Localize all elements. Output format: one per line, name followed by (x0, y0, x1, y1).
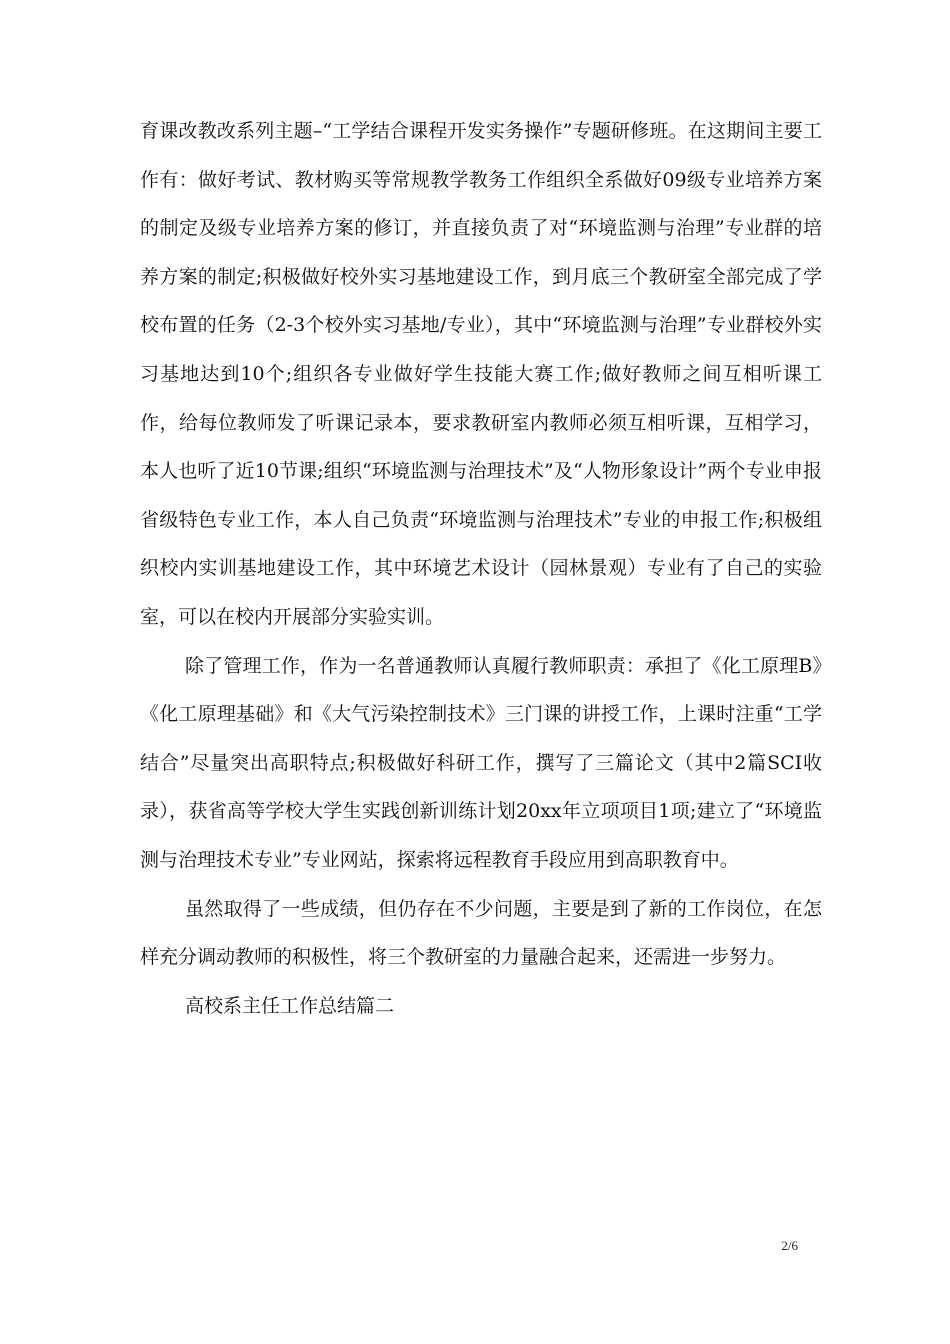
paragraph-problems: 虽然取得了一些成绩，但仍存在不少问题，主要是到了新的工作岗位，在怎样充分调动教师的积极性，将三个教研室的力量融合起来，还需进一步努力。 (140, 897, 822, 969)
page-number: 2/6 (781, 1238, 798, 1253)
paragraph-teaching-duties: 除了管理工作，作为一名普通教师认真履行教师职责：承担了《化工原理B》《化工原理基础》和《大气污染控制技术》三门课的讲授工作，上课时注重“工学结合”尽量突出高职特点;积极做好科研工作，撰写了三篇论文（其中2篇SCI收录），获省高等学校大学生实践创新训练计划20xx年立项项目1项;建立了“环境监测与治理技术专业”专业网站，探索将远程教育手段应用到高职教育中。 (140, 654, 822, 871)
document-body (140, 107, 822, 1030)
section-heading: 高校系主任工作总结篇二 (185, 994, 395, 1017)
paragraph-continuation: 育课改教改系列主题–“工学结合课程开发实务操作”专题研修班。在这期间主要工作有：做好考试、教材购买等常规教学教务工作组织全系做好09级专业培养方案的制定及级专业培养方案的修订，并直接负责了对“环境监测与治理”专业群的培养方案的制定;积极做好校外实习基地建设工作，到月底三个教研室全部完成了学校布置的任务（2-3个校外实习基地/专业），其中“环境监测与治理”专业群校外实习基地达到10个;组织各专业做好学生技能大赛工作;做好教师之间互相听课工作，给每位教师发了听课记录本，要求教研室内教师必须互相听课，互相学习，本人也听了近10节课;组织“环境监测与治理技术”及“人物形象设计”两个专业申报省级特色专业工作，本人自己负责“环境监测与治理技术”专业的申报工作;积极组织校内实训基地建设工作，其中环境艺术设计（园林景观）专业有了自己的实验室，可以在校内开展部分实验实训。 (140, 120, 822, 628)
